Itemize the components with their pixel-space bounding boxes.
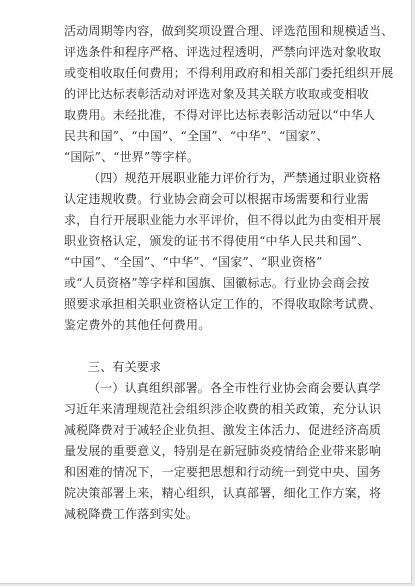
body-line: 职业资格认定，颁发的证书不得使用“中华人民共和国”、: [64, 234, 370, 248]
body-line: 减税降费对于减轻企业负担、激发主体活力、促进经济高质: [64, 423, 382, 437]
paragraph-lead-line: （一）认真组织部署。各全市性行业协会商会要认真学: [88, 381, 381, 395]
section-heading: 三、有关要求: [88, 360, 162, 374]
body-line: 的评比达标表彰活动对评选对象及其关联方收取或变相收: [64, 87, 370, 101]
body-line: 量发展的重要意义，特别是在新冠肺炎疫情给企业带来影响: [64, 444, 382, 458]
body-line: 或“人员资格”等字样和国旗、国徽标志。行业协会商会按: [64, 276, 370, 290]
body-line: 或变相收取任何费用；不得利用政府和相关部门委托组织开展: [64, 66, 394, 80]
body-line: 照要求承担相关职业资格认定工作的，不得收取除考试费、: [64, 297, 382, 311]
body-line: 民共和国”、“中国”、“全国”、“中华”、“国家”、: [64, 129, 329, 143]
body-line: 认定违规收费。行业协会商会可以根据市场需要和行业需: [64, 192, 370, 206]
body-line: 鉴定费外的其他任何费用。: [64, 318, 211, 332]
paragraph-lead-line: （四）规范开展职业能力评价行为，严禁通过职业资格: [88, 171, 381, 185]
body-line: 和困难的情况下，一定要把思想和行动统一到党中央、国务: [64, 465, 382, 479]
body-line: 评选条件和程序严格、评选过程透明，严禁向评选对象收取: [64, 45, 382, 59]
body-line: 活动周期等内容，做到奖项设置合理、评选范围和规模适当、: [64, 24, 394, 38]
body-line: “中国”、“全国”、“中华”、“国家”、“职业资格”: [64, 255, 323, 269]
body-line: 习近年来清理规范社会组织涉企收费的相关政策，充分认识: [64, 402, 382, 416]
body-line: 取费用。未经批准，不得对评比达标表彰活动冠以“中华人: [64, 108, 376, 122]
body-line: 减税降费工作落到实处。: [64, 507, 199, 521]
body-line: 院决策部署上来，精心组织，认真部署，细化工作方案，将: [64, 486, 382, 500]
body-line: “国际”、“世界”等字样。: [64, 150, 200, 164]
body-line: 求，自行开展职业能力水平评价，但不得以此为由变相开展: [64, 213, 382, 227]
